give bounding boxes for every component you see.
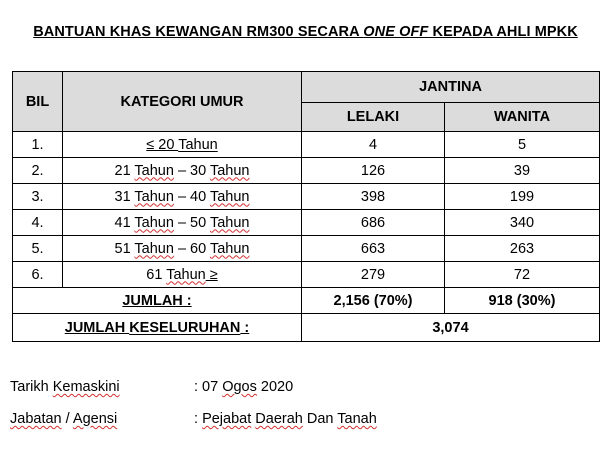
kategori-text-a: 51: [114, 240, 135, 257]
kategori-text-b: Tahun: [134, 162, 174, 179]
title-part-2: KEPADA AHLI MPKK: [428, 24, 578, 40]
kategori-text-d: Tahun: [209, 162, 250, 179]
tarikh-value-a: : 07: [194, 379, 223, 395]
tarikh-label: [10, 378, 120, 396]
keseluruhan-label: [13, 314, 302, 342]
kategori-text-a: 41: [114, 214, 135, 231]
cell-lelaki: 279: [302, 262, 445, 288]
table-row: [13, 210, 600, 236]
data-table: [12, 71, 600, 342]
table-row: [13, 184, 600, 210]
cell-bil: 4.: [13, 210, 63, 236]
kategori-text-a: 31: [114, 188, 135, 205]
cell-wanita: 5: [445, 132, 600, 158]
kategori-text-c: – 50: [173, 214, 210, 231]
keseluruhan-label-c: :: [240, 319, 250, 336]
jabatan-value-d: Daerah: [255, 411, 303, 427]
header-lelaki: LELAKI: [302, 103, 445, 132]
kategori-text-b: Tahun: [134, 240, 174, 257]
cell-lelaki: 4: [302, 132, 445, 158]
jumlah-label-text: JUMLAH :: [122, 292, 192, 309]
cell-kategori: [63, 158, 302, 184]
tarikh-value-b: Ogos: [222, 379, 257, 395]
jumlah-lelaki: 2,156 (70%): [302, 288, 445, 314]
cell-kategori: [63, 132, 302, 158]
jabatan-label-c: Agensi: [72, 411, 118, 427]
jabatan-value-a: :: [194, 411, 203, 427]
kategori-text-b: Tahun: [166, 266, 206, 283]
table-row: [13, 158, 600, 184]
cell-kategori: [63, 236, 302, 262]
cell-kategori: [63, 262, 302, 288]
table-row: [13, 262, 600, 288]
cell-kategori: [63, 210, 302, 236]
table-row: [13, 132, 600, 158]
title-part-1: BANTUAN KHAS KEWANGAN RM300 SECARA: [33, 24, 364, 40]
kategori-text-a: ≤ 20: [146, 136, 179, 153]
header-bil: BIL: [13, 72, 63, 132]
tarikh-label-a: Tarikh: [10, 379, 53, 395]
cell-lelaki: 663: [302, 236, 445, 262]
kategori-text-b: Tahun: [134, 214, 174, 231]
cell-bil: 6.: [13, 262, 63, 288]
cell-wanita: 39: [445, 158, 600, 184]
kategori-text-a: 61: [146, 266, 167, 283]
cell-kategori: [63, 184, 302, 210]
kategori-text-c: – 40: [173, 188, 210, 205]
cell-wanita: 263: [445, 236, 600, 262]
kategori-text-d: Tahun: [209, 188, 250, 205]
cell-bil: 2.: [13, 158, 63, 184]
kategori-text-d: Tahun: [209, 214, 250, 231]
tarikh-label-b: Kemaskini: [52, 379, 120, 395]
jumlah-wanita: 918 (30%): [445, 288, 600, 314]
grand-total-row: [13, 314, 600, 342]
jabatan-label: [10, 410, 117, 428]
cell-wanita: 340: [445, 210, 600, 236]
jabatan-label-a: Jabatan: [10, 411, 62, 427]
tarikh-value: [194, 378, 293, 396]
jabatan-label-b: /: [61, 411, 73, 427]
keseluruhan-label-b: KESELURUHAN: [129, 319, 241, 336]
jumlah-label: [13, 288, 302, 314]
document-title: [8, 22, 603, 42]
jabatan-value-f: Tanah: [337, 411, 377, 427]
cell-lelaki: 398: [302, 184, 445, 210]
kategori-text-c: – 60: [173, 240, 210, 257]
tarikh-value-c: 2020: [256, 379, 294, 395]
cell-bil: 5.: [13, 236, 63, 262]
header-row-1: [13, 72, 600, 103]
cell-wanita: 72: [445, 262, 600, 288]
cell-wanita: 199: [445, 184, 600, 210]
jabatan-value-b: Pejabat: [202, 411, 252, 427]
kategori-text-b: Tahun: [134, 188, 174, 205]
cell-lelaki: 126: [302, 158, 445, 184]
kategori-text-c: ≥: [205, 266, 218, 283]
jabatan-value-e: Dan: [302, 411, 338, 427]
header-jantina: JANTINA: [302, 72, 600, 103]
keseluruhan-label-a: JUMLAH: [64, 319, 130, 336]
kategori-text-a: 21: [114, 162, 135, 179]
cell-bil: 3.: [13, 184, 63, 210]
cell-bil: 1.: [13, 132, 63, 158]
jabatan-value: [194, 410, 377, 428]
header-wanita: WANITA: [445, 103, 600, 132]
header-kategori: KATEGORI UMUR: [63, 72, 302, 132]
kategori-text-b: Tahun: [178, 136, 218, 153]
kategori-text-d: Tahun: [209, 240, 250, 257]
title-emphasis: ONE OFF: [363, 24, 429, 40]
kategori-text-c: – 30: [173, 162, 210, 179]
cell-lelaki: 686: [302, 210, 445, 236]
table-row: [13, 236, 600, 262]
keseluruhan-value: 3,074: [302, 314, 600, 342]
total-row: [13, 288, 600, 314]
